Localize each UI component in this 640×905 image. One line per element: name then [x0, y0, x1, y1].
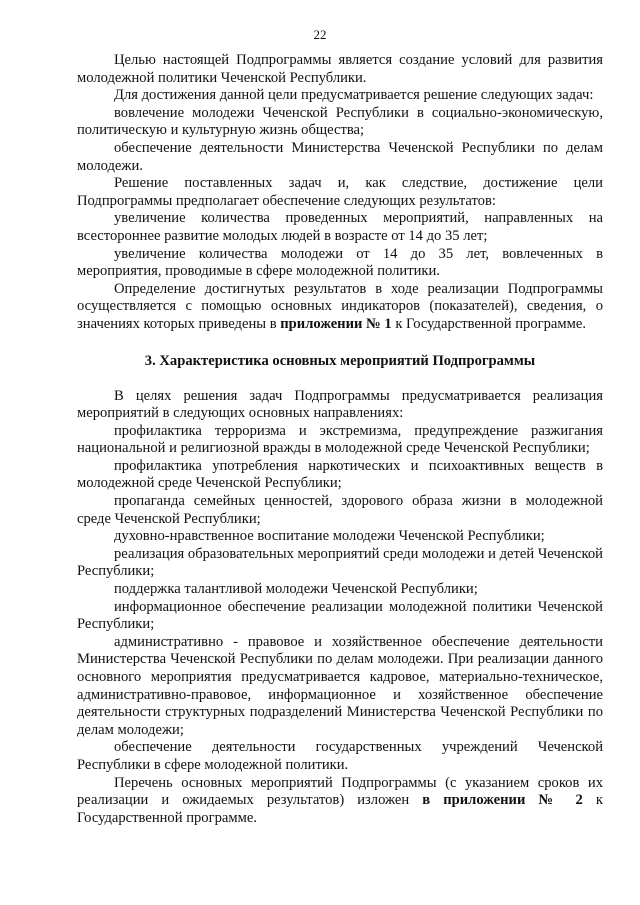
paragraph-results-intro: Решение поставленных задач и, как следствие, достижение цели Подпрограммы предполагает обеспечение следующих результатов: — [77, 175, 603, 209]
indicators-text-end: к Государственной программе. — [391, 315, 587, 332]
paragraph-direction-talent: поддержка талантливой молодежи Чеченской Республики; — [114, 581, 478, 598]
paragraph-direction-drugs: профилактика употребления наркотических и психоактивных веществ в молодежной среде Чеченской Республики; — [77, 457, 603, 492]
paragraph-direction-education: реализация образовательных мероприятий среди молодежи и детей Чеченской Республики; — [77, 545, 603, 580]
final-text: Перечень основных мероприятий Подпрограммы (с указанием сроков их реализации и ожидаемых результатов) изложен — [77, 774, 603, 809]
page-number: 22 — [313, 27, 327, 42]
paragraph-direction-terrorism: профилактика терроризма и экстремизма, предупреждение разжигания национальной и религиозной вражды в молодежной среде Чеченской Республики; — [77, 422, 603, 457]
paragraph-direction-moral: духовно-нравственное воспитание молодежи Чеченской Республики; — [114, 528, 545, 545]
paragraph-directions-intro: В целях решения задач Подпрограммы предусматривается реализация мероприятий в следующих основных направлениях: — [77, 387, 603, 422]
document-body — [77, 52, 603, 827]
paragraph-indicators — [77, 281, 603, 334]
paragraph-result-events: увеличение количества проведенных мероприятий, направленных на всестороннее развитие молодых людей в возрасте от 14 до 35 лет; — [77, 210, 603, 244]
paragraph-direction-information: информационное обеспечение реализации молодежной политики Чеченской Республики; — [77, 598, 603, 633]
section-title: 3. Характеристика основных мероприятий Подпрограммы — [144, 352, 536, 369]
paragraph-direction-administrative: административно - правовое и хозяйственное обеспечение деятельности Министерства Чеченской Республики по делам молодежи. При реализации данного основного мероприятия предусматривается кадровое, материально-техническое, административно-правовое, информационное и хозяйственное обеспечение деятельности структурных подразделений Министерства Чеченской Республики по делам молодежи; — [77, 633, 603, 738]
paragraph-final — [77, 775, 603, 828]
final-text-end: к Государственной программе. — [77, 792, 603, 826]
paragraph-direction-institutions: обеспечение деятельности государственных учреждений Чеченской Республики в сфере молодежной политики. — [77, 739, 603, 773]
appendix-1-reference: приложении № 1 — [280, 315, 392, 332]
paragraph-goal: Целью настоящей Подпрограммы является создание условий для развития молодежной политики Чеченской Республики. — [77, 52, 603, 86]
indicators-text: Определение достигнутых результатов в ходе реализации Подпрограммы осуществляется с помощью основных индикаторов (показателей), сведения, о значениях которых приведены в — [77, 280, 603, 332]
paragraph-task-ministry: обеспечение деятельности Министерства Чеченской Республики по делам молодежи. — [77, 139, 603, 174]
appendix-2-reference: в приложении № 2 — [422, 792, 583, 809]
paragraph-direction-family: пропаганда семейных ценностей, здорового образа жизни в молодежной среде Чеченской Республики; — [77, 493, 603, 527]
paragraph-result-youth: увеличение количества молодежи от 14 до 35 лет, вовлеченных в мероприятия, проводимые в сфере молодежной политики. — [77, 245, 603, 280]
paragraph-tasks-intro: Для достижения данной цели предусматривается решение следующих задач: — [114, 87, 594, 104]
paragraph-task-involvement: вовлечение молодежи Чеченской Республики в социально-экономическую, политическую и культурную жизнь общества; — [77, 104, 603, 139]
